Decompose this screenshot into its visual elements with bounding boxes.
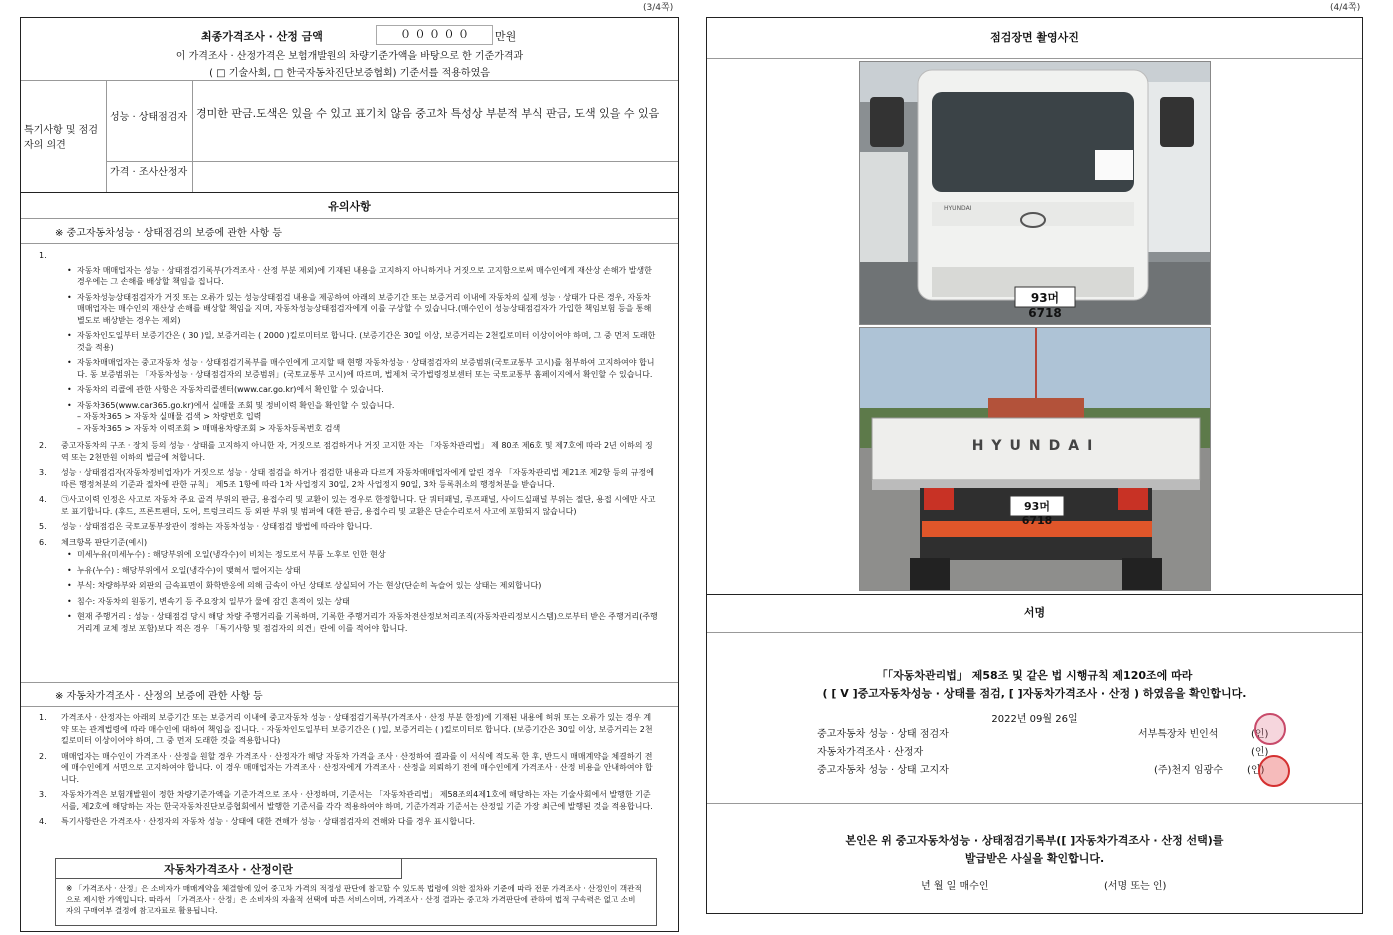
item-number: 2. <box>39 751 47 761</box>
item-text: 매매업자는 매수인이 가격조사 · 산정을 원할 경우 가격조사 · 산정자가 해당 자동차 가격을 조사 · 산정하여 결과를 이 서식에 적도록 한 후, 반드시 매매계약을 체결하기 전에 매수인에게 서면으로 고지하여야 합니다. 이 경우 매매업자는 가격조사 · 산정자에게 가격조사 · 산정을 의뢰하기 전에 매수인에게 가격조사 · 산정 비용을 안내하여야 합니다. <box>61 751 653 784</box>
inspection-page-3 <box>20 17 679 932</box>
list-item: • 미세누유(미세누수) : 해당부위에 오일(냉각수)이 비치는 정도로서 부품 노후로 인한 현상 <box>77 549 658 561</box>
item-number: 6. <box>39 537 47 547</box>
list-item <box>39 467 658 490</box>
truck-front-illustration <box>860 62 1211 325</box>
list-item <box>39 712 658 747</box>
item-6-bullets <box>39 549 658 634</box>
truck-front-photo <box>859 61 1211 325</box>
subitem: – 자동차365 > 자동차 실매물 검색 > 차량번호 입력 <box>77 412 262 421</box>
definition-title: 자동차가격조사 · 산정이란 <box>56 859 402 879</box>
signer-role: 자동차가격조사 · 산정자 <box>817 747 924 758</box>
list-item: • 자동차365(www.car365.go.kr)에서 실매물 조회 및 정비이력 확인을 확인할 수 있습니다. <box>77 400 658 412</box>
tailgate-lettering: HYUNDAI <box>971 438 1101 454</box>
price-assessor-opinion-text <box>193 162 678 194</box>
list-item: • 자동차매매업자는 중고자동차 성능 · 상태점검기록부를 매수인에게 고지할 때 현행 자동차성능 · 상태점검자의 보증범위(국토교통부 고시)를 첨부하여 고지하여야 합니다. 동 보증범위는 「자동차성능 · 상태점검자의 보증범위」(국토교통부 고시)에 따르며, 법제처 국가법령정보센터 또는 국토교통부 홈페이지에서 확인할 수 있습니다. <box>77 357 658 380</box>
signer-role: 중고자동차 성능 · 상태 점검자 <box>817 729 949 740</box>
list-item: • 자동차의 리콜에 관한 사항은 자동차리콜센터(www.car.go.kr)에서 확인할 수 있습니다. <box>77 384 658 396</box>
signer-seal-label: (인) <box>1247 765 1265 776</box>
item-text: 체크항목 판단기준(예시) <box>61 537 148 547</box>
front-license-plate: 93머6718 <box>1028 291 1062 320</box>
signer-list <box>817 725 1287 779</box>
price-standards-text: ( □ 기술사회, □ 한국자동차진단보증협회) 기준서를 적용하였음 <box>209 68 490 79</box>
definition-text: ※ 「가격조사 · 산정」은 소비자가 매매계약을 체결함에 있어 중고차 가격의 적정성 판단에 참고할 수 있도록 법령에 의한 절차와 기준에 따라 전문 가격조사 · 산정인이 객관적으로 제시한 가액입니다. 따라서 「가격조사 · 산정」은 소비자의 자율적 선택에 따른 서비스이며, 가격조사 · 산정 결과는 중고차 가격판단에 관하여 법적 구속력은 없고 소비자의 구매여부 결정에 참고자료로 활용됩니다. <box>66 884 642 915</box>
list-item: • 자동차성능상태점검자가 거짓 또는 오류가 있는 성능상태점검 내용을 제공하여 아래의 보증기간 또는 보증거리 이내에 자동차의 실제 성능 · 상태가 다른 경우, 자동차매매업자는 매수인의 재산상 손해를 배상할 책임을 지며, 자동차성능상태점검자에게 이를 구상할 수 있습니다.(매수인이 성능상태점검자가 가입한 책임보험 등을 통해 별도로 배상받는 경우는 제외) <box>77 292 658 327</box>
notice-title: 유의사항 <box>328 200 371 213</box>
list-item <box>39 494 658 517</box>
confirmation-text: ( [ V ]중고자동차성능 · 상태를 점검, [ ]자동차가격조사 · 산정 ) 하였음을 확인합니다. <box>822 687 1247 700</box>
list-item: • 누유(누수) : 해당부위에서 오일(냉각수)이 맺혀서 떨어지는 상태 <box>77 565 658 577</box>
opinion-table <box>21 80 678 192</box>
price-basis-text: 이 가격조사 · 산정가격은 보험개발원의 차량기준가액을 바탕으로 한 기준가격과 <box>175 51 524 62</box>
item-text: ㉠사고이력 인정은 사고로 자동차 주요 골격 부위의 판금, 용접수리 및 교환이 있는 경우로 한정합니다. 단 쿼터패널, 루프패널, 사이드실패널 부위는 절단, 용접 시에만 사고로 표기합니다. (후드, 프론트펜더, 도어, 트렁크리드 등 외판 부위 및 범퍼에 대한 판금, 용접수리 및 교환은 단순수리로서 사고에 포함되지 않습니다) <box>61 495 656 516</box>
photo-section-title: 점검장면 촬영사진 <box>990 31 1079 44</box>
page-number-left: (3/4쪽) <box>643 3 674 13</box>
signer-name: (주)천지 임광수 <box>1154 765 1223 776</box>
truck-rear-photo <box>859 327 1211 591</box>
buyer-sign-label: (서명 또는 인) <box>1104 881 1167 892</box>
truck-rear-illustration <box>860 328 1211 591</box>
item-1-number: 1. <box>39 251 47 260</box>
final-price-value: ０ ０ ０ ０ ０ <box>376 25 493 45</box>
buyer-confirm-line-1: 본인은 위 중고자동차성능 · 상태점검기록부([ ]자동차가격조사 · 산정 선택)를 <box>845 834 1224 847</box>
item-number: 3. <box>39 790 47 799</box>
notifier-seal-stamp-icon <box>1258 755 1290 787</box>
item-text: 성능 · 상태점검은 국토교통부장관이 정하는 자동차성능 · 상태점검 방법에 따라야 합니다. <box>61 522 373 531</box>
buyer-date-line: 년 월 일 매수인 <box>921 881 989 892</box>
list-item <box>39 789 658 812</box>
list-item <box>39 537 658 549</box>
item-text: 특기사항란은 가격조사 · 산정자의 자동차 성능 · 상태에 대한 견해가 성능 · 상태점검자의 견해와 다를 경우 표시합니다. <box>61 817 476 826</box>
signature-section-title: 서명 <box>1023 606 1046 619</box>
item-number: 3. <box>39 468 47 477</box>
final-price-title: 최종가격조사 · 산정 금액 <box>201 30 323 43</box>
notice-items <box>39 440 658 548</box>
list-item: • 부식: 차량하부와 외판의 금속표면이 화학반응에 의해 금속이 아닌 상태로 상실되어 가는 현상(단순히 녹슬어 있는 상태는 제외합니다) <box>77 580 658 592</box>
inspector-seal-stamp-icon <box>1254 713 1286 745</box>
warranty-heading: ※ 중고자동차성능 · 상태점검의 보증에 관한 사항 등 <box>55 228 283 239</box>
price-items <box>39 712 658 828</box>
signer-row-notifier <box>817 761 1287 779</box>
item-1-subitems <box>39 411 658 434</box>
price-assessor-opinion-label: 가격 · 조사산정자 <box>107 162 193 192</box>
item-text: 가격조사 · 산정자는 아래의 보증기간 또는 보증거리 이내에 중고자동차 성능 · 상태점검기록부(가격조사 · 산정 부분 한정)에 기재된 내용에 허위 또는 오류가 있는 경우 계약 또는 관계법령에 따라 매수인에 대하여 책임을 집니다. · 자동차인도일부터 보증기간은 ( )일, 보증거리는 ( )킬로미터로 합니다. (보증기간은 30일 이상, 보증거리는 2천킬로미터 이상이어야 하며, 그 중 먼저 도래한 것을 적용합니다) <box>61 713 653 745</box>
list-item: • 자동차인도일부터 보증기간은 ( 30 )일, 보증거리는 ( 2000 )킬로미터로 합니다. (보증기간은 30일 이상, 보증거리는 2천킬로미터 이상이어야 하며, 그 중 먼저 도래한 것을 적용) <box>77 330 658 353</box>
signer-seal-label: (인) <box>1251 729 1269 740</box>
item-number: 5. <box>39 522 47 531</box>
item-number: 4. <box>39 495 47 504</box>
item-text: 중고자동차의 구조 · 장치 등의 성능 · 상태를 고지하지 아니한 자, 거짓으로 점검하거나 거짓 고지한 자는 「자동차관리법」 제 80조 제6호 및 제7호에 따라 2년 이하의 징역 또는 2천만원 이하의 벌금에 처합니다. <box>61 441 653 462</box>
signer-row-price-assessor <box>817 743 1287 761</box>
item-number: 2. <box>39 441 47 450</box>
item-text: 성능 · 상태점검자(자동차정비업자)가 거짓으로 성능 · 상태 점검을 하거나 점검한 내용과 다르게 자동차매매업자에게 알린 경우 「자동차관리법 제21조 제2항 등의 규정에 따른 행정처분의 기준과 절차에 관한 규칙」 제5조 1항에 따라 1차 사업정지 30일, 2차 사업정지 90일, 3차 등록취소의 행정처분을 받습니다. <box>61 468 654 489</box>
item-number: 4. <box>39 817 47 826</box>
signer-seal-label: (인) <box>1251 747 1269 758</box>
page-number-right: (4/4쪽) <box>1330 3 1361 13</box>
signer-role: 중고자동차 성능 · 상태 고지자 <box>817 765 949 776</box>
buyer-confirm-line-2: 발급받은 사실을 확인합니다. <box>964 852 1105 865</box>
inspector-opinion-text: 경미한 판금.도색은 있을 수 있고 표기치 않음 중고차 특성상 부분적 부식 판금, 도색 있을 수 있음 <box>193 80 678 162</box>
list-item <box>39 751 658 786</box>
inspector-opinion-label: 성능 · 상태점검자 <box>107 80 193 162</box>
warranty-notes <box>21 250 678 670</box>
price-definition-box <box>55 858 657 926</box>
signing-date: 2022년 09월 26일 <box>991 714 1078 725</box>
item-text: 자동차가격은 보험개발원이 정한 차량기준가액을 기준가격으로 조사 · 산정하며, 기준서는 「자동차관리법」 제58조의4제1호에 해당하는 자는 기술사회에서 발행한 기준서를, 제2호에 해당하는 자는 한국자동차진단보증협회에서 발행한 기준서를 각각 적용하여야 하며, 기준가격과 기준서는 산정일 기준 가장 최근에 발행된 것을 적용합니다. <box>61 790 653 811</box>
front-badge: HYUNDAI <box>944 205 972 212</box>
signer-name: 서부특장차 빈인석 <box>1138 729 1219 740</box>
price-warranty-heading: ※ 자동차가격조사 · 산정의 보증에 관한 사항 등 <box>55 691 263 702</box>
opinion-section-label: 특기사항 및 점검자의 의견 <box>21 80 107 192</box>
rear-license-plate: 93머6718 <box>1021 500 1053 527</box>
inspection-page-4 <box>706 17 1363 914</box>
list-item: • 자동차 매매업자는 성능 · 상태점검기록부(가격조사 · 산정 부분 제외)에 기재된 내용을 고지하지 아니하거나 거짓으로 고지함으로써 매수인에게 재산상 손해가 발생한 경우에는 그 손해를 배상할 책임을 집니다. <box>77 265 658 288</box>
list-item <box>39 440 658 463</box>
law-reference-text: 「「자동차관리법」 제58조 및 같은 법 시행규칙 제120조에 따라 <box>876 669 1193 682</box>
list-item: • 침수: 자동차의 원동기, 변속기 등 주요장치 일부가 물에 잠긴 흔적이 있는 상태 <box>77 596 658 608</box>
signer-row-inspector <box>817 725 1287 743</box>
item-1-bullets <box>39 265 658 412</box>
item-number: 1. <box>39 713 47 722</box>
list-item: • 현재 주행거리 : 성능 · 상태점검 당시 해당 차량 주행거리를 기록하며, 기록한 주행거리가 자동차전산정보처리조직(자동차관리정보시스템)으로부터 받은 주행거리(주행거리계 교체 정보 포함)보다 적은 경우 「특기사항 및 점검자의 의견」란에 이를 적어야 합니다. <box>77 611 658 634</box>
subitem: – 자동차365 > 자동차 이력조회 > 매매용차량조회 > 자동차등록번호 검색 <box>77 423 341 433</box>
price-warranty-notes <box>21 712 678 832</box>
final-price-unit: 만원 <box>495 30 517 43</box>
list-item <box>39 521 658 533</box>
list-item <box>39 816 658 828</box>
